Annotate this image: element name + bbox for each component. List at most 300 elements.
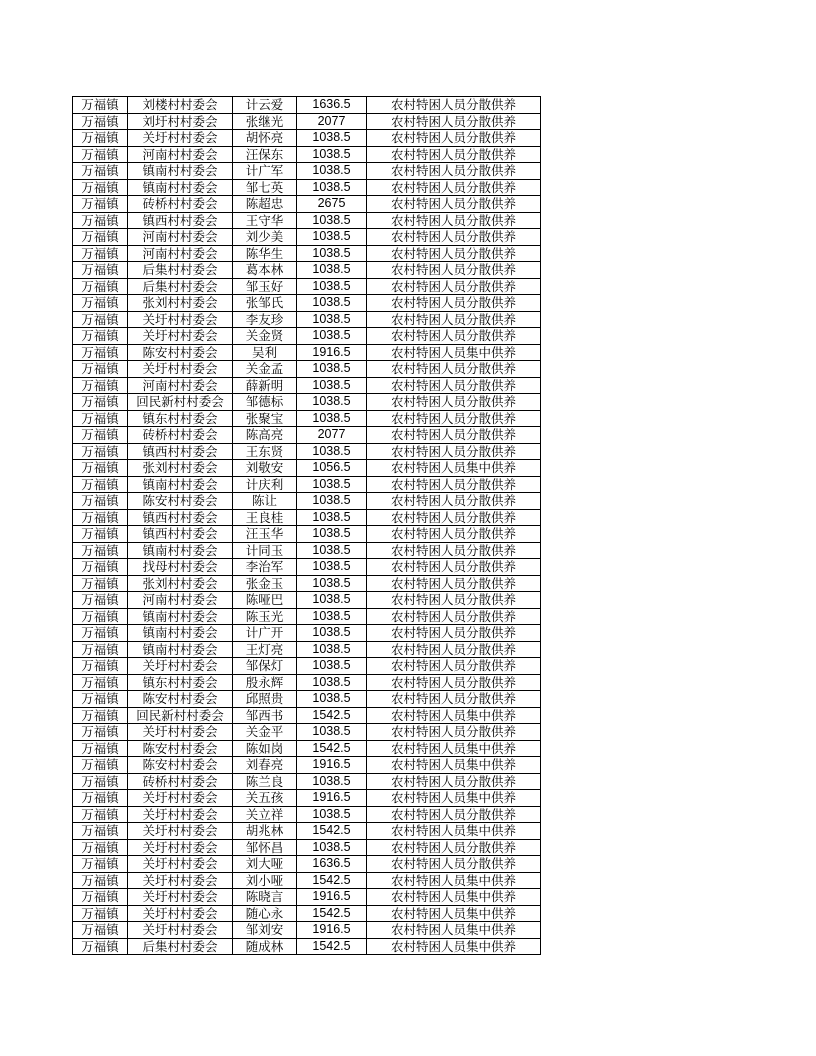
name-cell: 王守华 xyxy=(233,212,297,229)
category-cell: 农村特困人员分散供养 xyxy=(367,641,541,658)
category-cell: 农村特困人员分散供养 xyxy=(367,377,541,394)
name-cell: 计同玉 xyxy=(233,542,297,559)
table-row xyxy=(73,113,541,130)
town-cell: 万福镇 xyxy=(73,245,128,262)
village-cell: 河南村村委会 xyxy=(128,377,233,394)
town-cell: 万福镇 xyxy=(73,856,128,873)
town-cell: 万福镇 xyxy=(73,212,128,229)
name-cell: 薛新明 xyxy=(233,377,297,394)
amount-cell: 1038.5 xyxy=(297,311,367,328)
table-row xyxy=(73,608,541,625)
town-cell: 万福镇 xyxy=(73,328,128,345)
category-cell: 农村特困人员分散供养 xyxy=(367,724,541,741)
category-cell: 农村特困人员分散供养 xyxy=(367,493,541,510)
amount-cell: 1038.5 xyxy=(297,674,367,691)
category-cell: 农村特困人员分散供养 xyxy=(367,229,541,246)
category-cell: 农村特困人员集中供养 xyxy=(367,460,541,477)
village-cell: 回民新村村委会 xyxy=(128,707,233,724)
village-cell: 河南村村委会 xyxy=(128,592,233,609)
village-cell: 刘圩村村委会 xyxy=(128,113,233,130)
amount-cell: 1038.5 xyxy=(297,361,367,378)
village-cell: 砖桥村村委会 xyxy=(128,773,233,790)
town-cell: 万福镇 xyxy=(73,905,128,922)
category-cell: 农村特困人员分散供养 xyxy=(367,245,541,262)
name-cell: 随成林 xyxy=(233,938,297,955)
table-row xyxy=(73,493,541,510)
town-cell: 万福镇 xyxy=(73,460,128,477)
village-cell: 关圩村村委会 xyxy=(128,328,233,345)
amount-cell: 1038.5 xyxy=(297,592,367,609)
amount-cell: 1636.5 xyxy=(297,97,367,114)
category-cell: 农村特困人员分散供养 xyxy=(367,691,541,708)
village-cell: 关圩村村委会 xyxy=(128,839,233,856)
town-cell: 万福镇 xyxy=(73,361,128,378)
table-row xyxy=(73,691,541,708)
village-cell: 陈安村村委会 xyxy=(128,757,233,774)
name-cell: 陈晓言 xyxy=(233,889,297,906)
category-cell: 农村特困人员分散供养 xyxy=(367,311,541,328)
category-cell: 农村特困人员集中供养 xyxy=(367,344,541,361)
amount-cell: 1038.5 xyxy=(297,493,367,510)
category-cell: 农村特困人员分散供养 xyxy=(367,97,541,114)
amount-cell: 1038.5 xyxy=(297,625,367,642)
amount-cell: 1542.5 xyxy=(297,872,367,889)
amount-cell: 1038.5 xyxy=(297,377,367,394)
category-cell: 农村特困人员分散供养 xyxy=(367,328,541,345)
amount-cell: 1542.5 xyxy=(297,823,367,840)
village-cell: 张刘村村委会 xyxy=(128,295,233,312)
amount-cell: 1038.5 xyxy=(297,295,367,312)
category-cell: 农村特困人员分散供养 xyxy=(367,658,541,675)
category-cell: 农村特困人员分散供养 xyxy=(367,575,541,592)
town-cell: 万福镇 xyxy=(73,658,128,675)
town-cell: 万福镇 xyxy=(73,344,128,361)
table-row xyxy=(73,377,541,394)
table-row xyxy=(73,146,541,163)
town-cell: 万福镇 xyxy=(73,196,128,213)
town-cell: 万福镇 xyxy=(73,394,128,411)
category-cell: 农村特困人员分散供养 xyxy=(367,410,541,427)
table-row xyxy=(73,773,541,790)
amount-cell: 1038.5 xyxy=(297,179,367,196)
name-cell: 关金贤 xyxy=(233,328,297,345)
table-row xyxy=(73,460,541,477)
name-cell: 随心永 xyxy=(233,905,297,922)
table-row xyxy=(73,311,541,328)
village-cell: 镇南村村委会 xyxy=(128,625,233,642)
amount-cell: 1038.5 xyxy=(297,262,367,279)
category-cell: 农村特困人员集中供养 xyxy=(367,905,541,922)
name-cell: 邹保灯 xyxy=(233,658,297,675)
amount-cell: 1038.5 xyxy=(297,328,367,345)
table-row xyxy=(73,361,541,378)
table-row xyxy=(73,806,541,823)
table-row xyxy=(73,542,541,559)
amount-cell: 1038.5 xyxy=(297,691,367,708)
category-cell: 农村特困人员分散供养 xyxy=(367,592,541,609)
category-cell: 农村特困人员分散供养 xyxy=(367,559,541,576)
town-cell: 万福镇 xyxy=(73,691,128,708)
name-cell: 邱照贵 xyxy=(233,691,297,708)
amount-cell: 1038.5 xyxy=(297,559,367,576)
town-cell: 万福镇 xyxy=(73,790,128,807)
town-cell: 万福镇 xyxy=(73,773,128,790)
town-cell: 万福镇 xyxy=(73,724,128,741)
village-cell: 后集村村委会 xyxy=(128,262,233,279)
amount-cell: 1916.5 xyxy=(297,757,367,774)
name-cell: 陈华生 xyxy=(233,245,297,262)
table-body xyxy=(73,97,541,955)
table-row xyxy=(73,707,541,724)
table-row xyxy=(73,938,541,955)
town-cell: 万福镇 xyxy=(73,146,128,163)
amount-cell: 1038.5 xyxy=(297,575,367,592)
table-row xyxy=(73,443,541,460)
village-cell: 关圩村村委会 xyxy=(128,806,233,823)
town-cell: 万福镇 xyxy=(73,641,128,658)
category-cell: 农村特困人员分散供养 xyxy=(367,526,541,543)
category-cell: 农村特困人员分散供养 xyxy=(367,163,541,180)
table-row xyxy=(73,740,541,757)
table-row xyxy=(73,163,541,180)
category-cell: 农村特困人员集中供养 xyxy=(367,790,541,807)
category-cell: 农村特困人员分散供养 xyxy=(367,542,541,559)
table-row xyxy=(73,823,541,840)
welfare-table xyxy=(72,96,541,955)
amount-cell: 1038.5 xyxy=(297,806,367,823)
town-cell: 万福镇 xyxy=(73,889,128,906)
village-cell: 镇西村村委会 xyxy=(128,509,233,526)
name-cell: 陈兰良 xyxy=(233,773,297,790)
category-cell: 农村特困人员分散供养 xyxy=(367,856,541,873)
table-row xyxy=(73,245,541,262)
village-cell: 关圩村村委会 xyxy=(128,790,233,807)
table-row xyxy=(73,344,541,361)
table-row xyxy=(73,394,541,411)
table-row xyxy=(73,724,541,741)
amount-cell: 1038.5 xyxy=(297,278,367,295)
village-cell: 砖桥村村委会 xyxy=(128,196,233,213)
town-cell: 万福镇 xyxy=(73,443,128,460)
town-cell: 万福镇 xyxy=(73,839,128,856)
category-cell: 农村特困人员分散供养 xyxy=(367,674,541,691)
village-cell: 后集村村委会 xyxy=(128,278,233,295)
amount-cell: 1542.5 xyxy=(297,707,367,724)
village-cell: 镇南村村委会 xyxy=(128,608,233,625)
category-cell: 农村特困人员分散供养 xyxy=(367,278,541,295)
name-cell: 邹德标 xyxy=(233,394,297,411)
amount-cell: 1038.5 xyxy=(297,245,367,262)
name-cell: 王良桂 xyxy=(233,509,297,526)
amount-cell: 1038.5 xyxy=(297,394,367,411)
name-cell: 汪保东 xyxy=(233,146,297,163)
village-cell: 镇西村村委会 xyxy=(128,526,233,543)
name-cell: 汪玉华 xyxy=(233,526,297,543)
name-cell: 邹怀昌 xyxy=(233,839,297,856)
amount-cell: 1636.5 xyxy=(297,856,367,873)
name-cell: 刘大哑 xyxy=(233,856,297,873)
name-cell: 计云爱 xyxy=(233,97,297,114)
village-cell: 镇南村村委会 xyxy=(128,163,233,180)
name-cell: 关金孟 xyxy=(233,361,297,378)
name-cell: 陈如岗 xyxy=(233,740,297,757)
table-row xyxy=(73,262,541,279)
village-cell: 陈安村村委会 xyxy=(128,344,233,361)
table-row xyxy=(73,872,541,889)
name-cell: 胡兆林 xyxy=(233,823,297,840)
table-row xyxy=(73,212,541,229)
town-cell: 万福镇 xyxy=(73,130,128,147)
category-cell: 农村特困人员分散供养 xyxy=(367,443,541,460)
table-row xyxy=(73,476,541,493)
town-cell: 万福镇 xyxy=(73,674,128,691)
name-cell: 王灯亮 xyxy=(233,641,297,658)
town-cell: 万福镇 xyxy=(73,295,128,312)
amount-cell: 1038.5 xyxy=(297,773,367,790)
category-cell: 农村特困人员分散供养 xyxy=(367,146,541,163)
town-cell: 万福镇 xyxy=(73,262,128,279)
town-cell: 万福镇 xyxy=(73,311,128,328)
village-cell: 关圩村村委会 xyxy=(128,724,233,741)
town-cell: 万福镇 xyxy=(73,625,128,642)
category-cell: 农村特困人员分散供养 xyxy=(367,212,541,229)
town-cell: 万福镇 xyxy=(73,922,128,939)
amount-cell: 1542.5 xyxy=(297,905,367,922)
amount-cell: 1038.5 xyxy=(297,641,367,658)
name-cell: 计广军 xyxy=(233,163,297,180)
amount-cell: 1038.5 xyxy=(297,443,367,460)
village-cell: 关圩村村委会 xyxy=(128,658,233,675)
category-cell: 农村特困人员分散供养 xyxy=(367,839,541,856)
name-cell: 张邹氏 xyxy=(233,295,297,312)
table-row xyxy=(73,757,541,774)
category-cell: 农村特困人员分散供养 xyxy=(367,773,541,790)
village-cell: 镇南村村委会 xyxy=(128,476,233,493)
town-cell: 万福镇 xyxy=(73,592,128,609)
category-cell: 农村特困人员分散供养 xyxy=(367,625,541,642)
village-cell: 回民新村村委会 xyxy=(128,394,233,411)
village-cell: 河南村村委会 xyxy=(128,146,233,163)
name-cell: 邹刘安 xyxy=(233,922,297,939)
amount-cell: 1038.5 xyxy=(297,658,367,675)
name-cell: 陈超忠 xyxy=(233,196,297,213)
name-cell: 张聚宝 xyxy=(233,410,297,427)
name-cell: 关五孩 xyxy=(233,790,297,807)
category-cell: 农村特困人员分散供养 xyxy=(367,361,541,378)
amount-cell: 1542.5 xyxy=(297,938,367,955)
category-cell: 农村特困人员分散供养 xyxy=(367,130,541,147)
town-cell: 万福镇 xyxy=(73,757,128,774)
town-cell: 万福镇 xyxy=(73,806,128,823)
village-cell: 后集村村委会 xyxy=(128,938,233,955)
name-cell: 王东贤 xyxy=(233,443,297,460)
amount-cell: 1038.5 xyxy=(297,724,367,741)
town-cell: 万福镇 xyxy=(73,542,128,559)
category-cell: 农村特困人员集中供养 xyxy=(367,823,541,840)
village-cell: 关圩村村委会 xyxy=(128,823,233,840)
name-cell: 陈高亮 xyxy=(233,427,297,444)
amount-cell: 1038.5 xyxy=(297,526,367,543)
table-row xyxy=(73,295,541,312)
town-cell: 万福镇 xyxy=(73,278,128,295)
village-cell: 陈安村村委会 xyxy=(128,740,233,757)
village-cell: 关圩村村委会 xyxy=(128,361,233,378)
category-cell: 农村特困人员分散供养 xyxy=(367,427,541,444)
village-cell: 关圩村村委会 xyxy=(128,905,233,922)
amount-cell: 1038.5 xyxy=(297,542,367,559)
table-row xyxy=(73,410,541,427)
name-cell: 陈玉光 xyxy=(233,608,297,625)
village-cell: 张刘村村委会 xyxy=(128,460,233,477)
town-cell: 万福镇 xyxy=(73,410,128,427)
amount-cell: 1038.5 xyxy=(297,130,367,147)
amount-cell: 2675 xyxy=(297,196,367,213)
category-cell: 农村特困人员分散供养 xyxy=(367,608,541,625)
town-cell: 万福镇 xyxy=(73,97,128,114)
name-cell: 计庆利 xyxy=(233,476,297,493)
category-cell: 农村特困人员分散供养 xyxy=(367,295,541,312)
village-cell: 找母村村委会 xyxy=(128,559,233,576)
category-cell: 农村特困人员分散供养 xyxy=(367,113,541,130)
name-cell: 李治军 xyxy=(233,559,297,576)
village-cell: 镇东村村委会 xyxy=(128,674,233,691)
table-row xyxy=(73,229,541,246)
table-row xyxy=(73,427,541,444)
village-cell: 陈安村村委会 xyxy=(128,691,233,708)
category-cell: 农村特困人员分散供养 xyxy=(367,394,541,411)
name-cell: 殷永辉 xyxy=(233,674,297,691)
name-cell: 陈让 xyxy=(233,493,297,510)
town-cell: 万福镇 xyxy=(73,493,128,510)
table-row xyxy=(73,509,541,526)
village-cell: 张刘村村委会 xyxy=(128,575,233,592)
table-row xyxy=(73,790,541,807)
town-cell: 万福镇 xyxy=(73,427,128,444)
town-cell: 万福镇 xyxy=(73,377,128,394)
town-cell: 万福镇 xyxy=(73,229,128,246)
table-row xyxy=(73,856,541,873)
village-cell: 刘楼村村委会 xyxy=(128,97,233,114)
village-cell: 关圩村村委会 xyxy=(128,872,233,889)
name-cell: 刘春亮 xyxy=(233,757,297,774)
amount-cell: 1038.5 xyxy=(297,839,367,856)
name-cell: 胡怀亮 xyxy=(233,130,297,147)
town-cell: 万福镇 xyxy=(73,179,128,196)
table-row xyxy=(73,922,541,939)
amount-cell: 2077 xyxy=(297,427,367,444)
category-cell: 农村特困人员集中供养 xyxy=(367,757,541,774)
category-cell: 农村特困人员集中供养 xyxy=(367,889,541,906)
village-cell: 砖桥村村委会 xyxy=(128,427,233,444)
village-cell: 关圩村村委会 xyxy=(128,889,233,906)
name-cell: 刘敬安 xyxy=(233,460,297,477)
amount-cell: 1916.5 xyxy=(297,889,367,906)
town-cell: 万福镇 xyxy=(73,476,128,493)
table-row xyxy=(73,889,541,906)
category-cell: 农村特困人员集中供养 xyxy=(367,938,541,955)
name-cell: 计广开 xyxy=(233,625,297,642)
table-row xyxy=(73,526,541,543)
name-cell: 邹七英 xyxy=(233,179,297,196)
village-cell: 关圩村村委会 xyxy=(128,130,233,147)
table-row xyxy=(73,592,541,609)
name-cell: 陈哑巴 xyxy=(233,592,297,609)
category-cell: 农村特困人员集中供养 xyxy=(367,707,541,724)
amount-cell: 1916.5 xyxy=(297,922,367,939)
town-cell: 万福镇 xyxy=(73,526,128,543)
amount-cell: 1038.5 xyxy=(297,229,367,246)
village-cell: 关圩村村委会 xyxy=(128,311,233,328)
town-cell: 万福镇 xyxy=(73,872,128,889)
category-cell: 农村特困人员集中供养 xyxy=(367,740,541,757)
village-cell: 河南村村委会 xyxy=(128,229,233,246)
town-cell: 万福镇 xyxy=(73,608,128,625)
town-cell: 万福镇 xyxy=(73,509,128,526)
amount-cell: 1038.5 xyxy=(297,212,367,229)
table-row xyxy=(73,641,541,658)
name-cell: 关立祥 xyxy=(233,806,297,823)
town-cell: 万福镇 xyxy=(73,823,128,840)
amount-cell: 1038.5 xyxy=(297,410,367,427)
town-cell: 万福镇 xyxy=(73,163,128,180)
table-row xyxy=(73,658,541,675)
category-cell: 农村特困人员分散供养 xyxy=(367,179,541,196)
table-row xyxy=(73,179,541,196)
village-cell: 镇南村村委会 xyxy=(128,641,233,658)
table-row xyxy=(73,328,541,345)
table-row xyxy=(73,278,541,295)
table-row xyxy=(73,625,541,642)
table-row xyxy=(73,839,541,856)
category-cell: 农村特困人员分散供养 xyxy=(367,196,541,213)
village-cell: 河南村村委会 xyxy=(128,245,233,262)
amount-cell: 1038.5 xyxy=(297,476,367,493)
amount-cell: 1038.5 xyxy=(297,163,367,180)
amount-cell: 1038.5 xyxy=(297,146,367,163)
village-cell: 镇南村村委会 xyxy=(128,179,233,196)
table-row xyxy=(73,97,541,114)
town-cell: 万福镇 xyxy=(73,938,128,955)
name-cell: 张继光 xyxy=(233,113,297,130)
amount-cell: 1916.5 xyxy=(297,790,367,807)
name-cell: 李友珍 xyxy=(233,311,297,328)
table-row xyxy=(73,130,541,147)
name-cell: 刘少美 xyxy=(233,229,297,246)
table-row xyxy=(73,905,541,922)
table-row xyxy=(73,196,541,213)
name-cell: 刘小哑 xyxy=(233,872,297,889)
name-cell: 关金平 xyxy=(233,724,297,741)
table-row xyxy=(73,575,541,592)
table-row xyxy=(73,559,541,576)
amount-cell: 1916.5 xyxy=(297,344,367,361)
category-cell: 农村特困人员分散供养 xyxy=(367,509,541,526)
village-cell: 关圩村村委会 xyxy=(128,856,233,873)
amount-cell: 1038.5 xyxy=(297,509,367,526)
name-cell: 张金玉 xyxy=(233,575,297,592)
town-cell: 万福镇 xyxy=(73,575,128,592)
amount-cell: 2077 xyxy=(297,113,367,130)
town-cell: 万福镇 xyxy=(73,707,128,724)
village-cell: 镇东村村委会 xyxy=(128,410,233,427)
category-cell: 农村特困人员分散供养 xyxy=(367,806,541,823)
name-cell: 邹玉好 xyxy=(233,278,297,295)
town-cell: 万福镇 xyxy=(73,559,128,576)
town-cell: 万福镇 xyxy=(73,113,128,130)
village-cell: 关圩村村委会 xyxy=(128,922,233,939)
village-cell: 镇南村村委会 xyxy=(128,542,233,559)
village-cell: 镇西村村委会 xyxy=(128,443,233,460)
